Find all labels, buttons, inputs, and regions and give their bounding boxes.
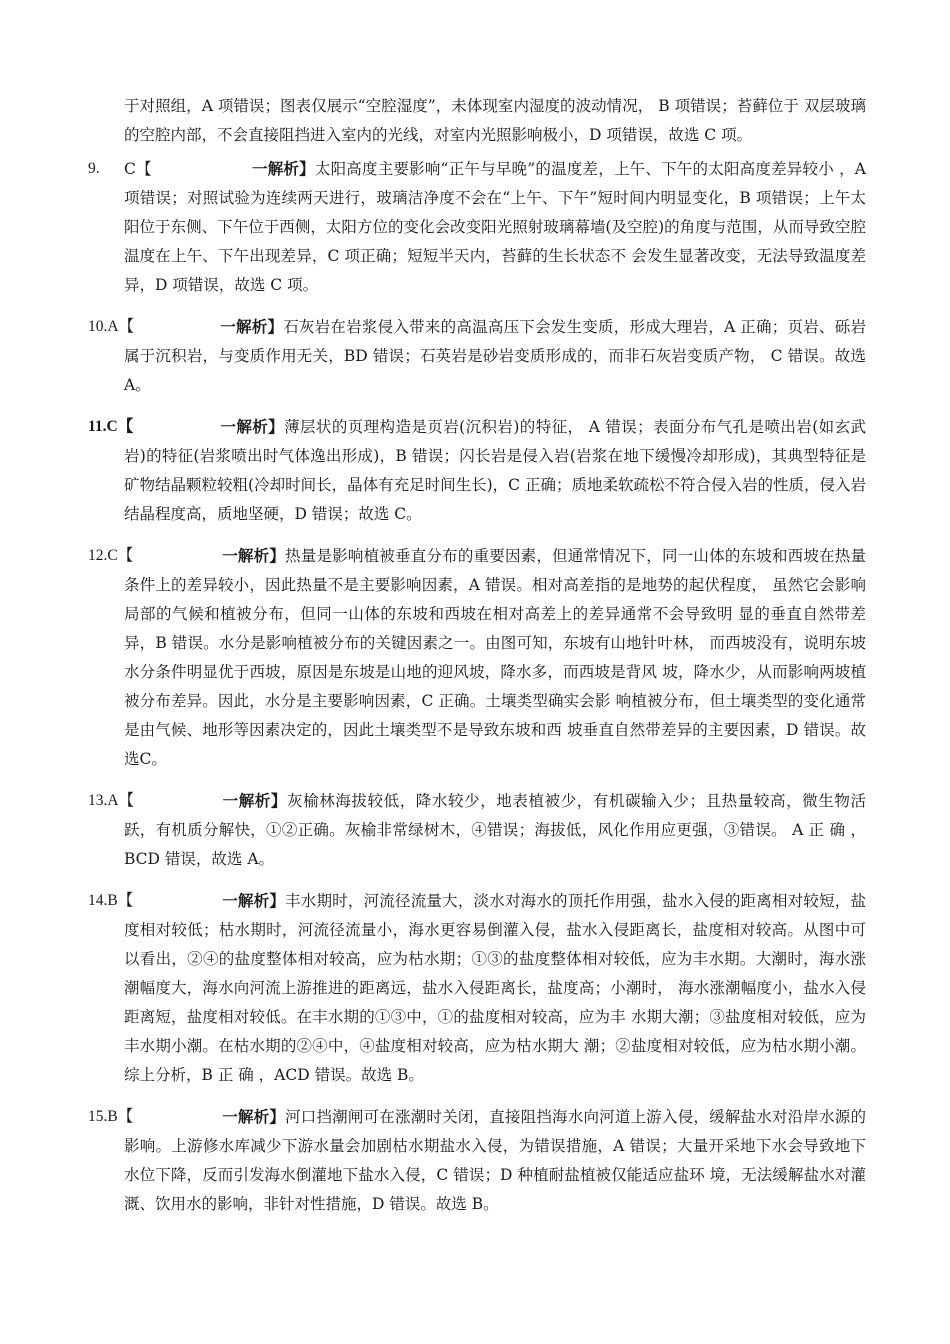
answer-item-10 — [86, 312, 866, 400]
analysis-tag: 一解析】 — [220, 317, 284, 336]
question-number: 15.B【 — [88, 1108, 134, 1125]
answer-item-15 — [86, 1102, 866, 1219]
analysis-tag: 一解析】 — [222, 791, 287, 810]
analysis-tag: 一解析】 — [222, 1107, 286, 1126]
analysis-tag: 一解析】 — [251, 159, 315, 178]
question-number: 11.C【 — [88, 418, 134, 435]
analysis-text: 太阳高度主要影响“正午与早晚”的温度差，上午、下午的太阳高度差异较小 ，A 项错误；对照试验为连续两天进行，玻璃洁净度不会在“上午、下午”短时间内明显变化，B 项错误；上午太阳位于东侧、下午位于西侧，太阳方位的变化会改变阳光照射玻璃幕墙(及空腔)的角度与范围，从而导致空腔温度在上午、下午出现差异，C 项正确；短短半天内，苔藓的生长状态不 会发生显著改变，无法导致温度差异，D 项错误，故选 C 项。 — [124, 160, 866, 294]
analysis-tag: 一解析】 — [220, 417, 285, 436]
answer-item-12 — [86, 541, 866, 774]
analysis-tag: 一解析】 — [222, 546, 286, 565]
answer-item-9 — [86, 154, 866, 300]
analysis-text: 丰水期时，河流径流量大，淡水对海水的顶托作用强，盐水入侵的距离相对较短，盐度相对较低；枯水期时，河流径流量小，海水更容易倒灌入侵，盐水入侵距离长，盐度相对较高。从图中可以看出，②④的盐度整体相对较高，应为枯水期；①③的盐度整体相对较低，应为丰水期。大潮时，海水涨潮幅度大，海水向河流上游推进的距离远，盐水入侵距离长，盐度高；小潮时， 海水涨潮幅度小，盐水入侵距离短，盐度相对较低。在丰水期的①③中，①的盐度相对较高，应为丰 水期大潮；③盐度相对较低，应为丰水期小潮。在枯水期的②④中，④盐度相对较高，应为枯水期大 潮；②盐度相对较低，应为枯水期小潮。综上分析，B 正 确 ，ACD 错误。故选 B。 — [124, 892, 866, 1084]
analysis-text: 石灰岩在岩浆侵入带来的高温高压下会发生变质，形成大理岩，A 正确；页岩、砾岩属于沉积岩，与变质作用无关，BD 错误；石英岩是砂岩变质形成的，而非石灰岩变质产物， C 错误。故选 A。 — [124, 318, 866, 394]
continuation-paragraph: 于对照组，A 项错误；图表仅展示“空腔湿度”，未体现室内湿度的波动情况， B 项错误；苔藓位于 双层玻璃的空腔内部，不会直接阻挡进入室内的光线，对室内光照影响极小，D 项错误，故选 C 项。 — [124, 97, 866, 144]
analysis-text: 热量是影响植被垂直分布的重要因素，但通常情况下，同一山体的东坡和西坡在热量条件上的差异较小，因此热量不是主要影响因素，A 错误。相对高差指的是地势的起伏程度， 虽然它会影响局部的气候和植被分布，但同一山体的东坡和西坡在相对高差上的差异通常不会导致明 显的垂直自然带差异，B 错误。水分是影响植被分布的关键因素之一。由图可知，东坡有山地针叶林， 而西坡没有，说明东坡水分条件明显优于西坡，原因是东坡是山地的迎风坡，降水多，而西坡是背风 坡，降水少，从而影响两坡植被分布差异。因此，水分是主要影响因素，C 正确。土壤类型确实会影 响植被分布，但土壤类型的变化通常是由气候、地形等因素决定的，因此土壤类型不是导致东坡和西 坡垂直自然带差异的主要因素，D 错误。故选C。 — [124, 547, 866, 768]
analysis-text: 河口挡潮闸可在涨潮时关闭，直接阻挡海水向河道上游入侵，缓解盐水对沿岸水源的影响。上游修水库减少下游水量会加剧枯水期盐水入侵，为错误措施，A 错误；大量开采地下水会导致地下水位下降，反而引发海水倒灌地下盐水入侵，C 错误；D 种植耐盐植被仅能适应盐环 境，无法缓解盐水对灌溉、饮用水的影响，非针对性措施，D 错误。故选 B。 — [124, 1108, 866, 1213]
question-number: 9. — [88, 160, 100, 177]
analysis-text: 薄层状的页理构造是页岩(沉积岩)的特征， A 错误；表面分布气孔是喷出岩(如玄武岩)的特征(岩浆喷出时气体逸出形成)，B 错误；闪长岩是侵入岩(岩浆在地下缓慢冷却形成)，其典型特征是矿物结晶颗粒较粗(冷却时间长，晶体有充足时间生长)，C 正确；质地柔软疏松不符合侵入岩的性质，侵入岩结晶程度高，质地坚硬，D 错误；故选 C。 — [124, 418, 866, 523]
question-number: 13.A【 — [88, 792, 135, 809]
question-number: 14.B【 — [88, 892, 134, 909]
answer-item-11 — [86, 412, 866, 529]
answer-letter: C【 — [124, 160, 152, 178]
answer-key-page — [86, 92, 866, 1231]
question-number: 10.A【 — [88, 318, 135, 335]
question-number: 12.C【 — [88, 547, 134, 564]
answer-item-14 — [86, 886, 866, 1090]
analysis-text: 灰榆林海拔较低，降水较少，地表植被少，有机碳输入少；且热量较高，微生物活跃，有机质分解快，①②正确。灰榆非常绿树木，④错误；海拔低，风化作用应更强，③错误。 A 正 确 ，BCD 错误，故选 A。 — [124, 792, 866, 868]
analysis-tag: 一解析】 — [222, 891, 286, 910]
answer-item-13 — [86, 786, 866, 874]
